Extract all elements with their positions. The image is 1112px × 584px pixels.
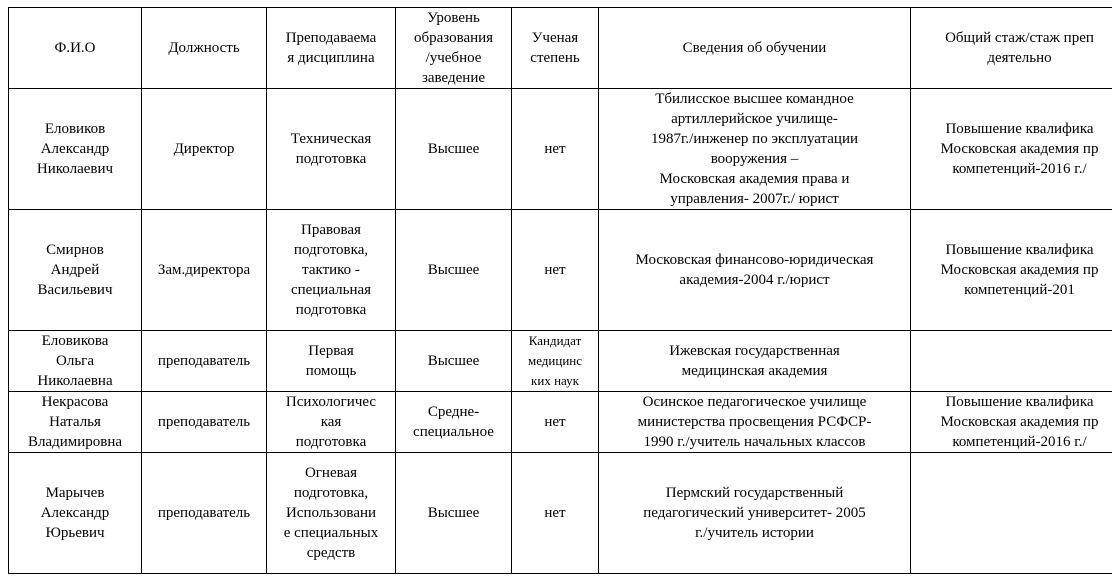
cell-training: Московская финансово-юридическая академия-2004 г./юрист bbox=[599, 210, 911, 331]
cell-discipline: Правовая подготовка, тактико - специальная подготовка bbox=[267, 210, 396, 331]
cell-full-name: Еловиков Александр Николаевич bbox=[9, 89, 142, 210]
header-position: Должность bbox=[142, 8, 267, 89]
table-row bbox=[9, 89, 1112, 210]
header-discipline: Преподаваема я дисциплина bbox=[267, 8, 396, 89]
cell-full-name: Некрасова Наталья Владимировна bbox=[9, 392, 142, 453]
cell-position: преподаватель bbox=[142, 392, 267, 453]
cell-discipline: Техническая подготовка bbox=[267, 89, 396, 210]
cell-training: Ижевская государственная медицинская академия bbox=[599, 331, 911, 392]
cell-education: Высшее bbox=[396, 453, 512, 574]
cell-degree: нет bbox=[512, 210, 599, 331]
cell-degree: нет bbox=[512, 392, 599, 453]
header-education-level: Уровень образования /учебное заведение bbox=[396, 8, 512, 89]
header-full-name: Ф.И.О bbox=[9, 8, 142, 89]
cell-training: Осинское педагогическое училище министерства просвещения РСФСР- 1990 г./учитель начальных классов bbox=[599, 392, 911, 453]
cell-discipline: Первая помощь bbox=[267, 331, 396, 392]
cell-experience bbox=[911, 331, 1112, 392]
cell-education: Высшее bbox=[396, 331, 512, 392]
cell-full-name: Марычев Александр Юрьевич bbox=[9, 453, 142, 574]
cell-experience: Повышение квалифика Московская академия пр компетенций-2016 г./ bbox=[911, 392, 1112, 453]
cell-experience bbox=[911, 453, 1112, 574]
staff-table bbox=[8, 7, 1112, 574]
cell-position: Директор bbox=[142, 89, 267, 210]
table-header-row bbox=[9, 8, 1112, 89]
cell-position: преподаватель bbox=[142, 331, 267, 392]
cell-education: Высшее bbox=[396, 89, 512, 210]
cell-experience: Повышение квалифика Московская академия пр компетенций-201 bbox=[911, 210, 1112, 331]
table-row bbox=[9, 331, 1112, 392]
header-experience: Общий стаж/стаж преп деятельно bbox=[911, 8, 1112, 89]
cell-position: преподаватель bbox=[142, 453, 267, 574]
cell-discipline: Огневая подготовка, Использовани е специальных средств bbox=[267, 453, 396, 574]
cell-degree: нет bbox=[512, 453, 599, 574]
table-row bbox=[9, 392, 1112, 453]
cell-full-name: Еловикова Ольга Николаевна bbox=[9, 331, 142, 392]
cell-experience: Повышение квалифика Московская академия пр компетенций-2016 г./ bbox=[911, 89, 1112, 210]
cell-full-name: Смирнов Андрей Васильевич bbox=[9, 210, 142, 331]
cell-position: Зам.директора bbox=[142, 210, 267, 331]
header-academic-degree: Ученая степень bbox=[512, 8, 599, 89]
table-row bbox=[9, 453, 1112, 574]
cell-education: Средне- специальное bbox=[396, 392, 512, 453]
cell-degree: Кандидат медицинс ких наук bbox=[512, 331, 599, 392]
header-training-info: Сведения об обучении bbox=[599, 8, 911, 89]
cell-training: Тбилисское высшее командное артиллерийское училище- 1987г./инженер по эксплуатации вооружения – Московская академия права и управления- 2007г./ юрист bbox=[599, 89, 911, 210]
cell-education: Высшее bbox=[396, 210, 512, 331]
cell-training: Пермский государственный педагогический университет- 2005 г./учитель истории bbox=[599, 453, 911, 574]
table-row bbox=[9, 210, 1112, 331]
cell-discipline: Психологичес кая подготовка bbox=[267, 392, 396, 453]
cell-degree: нет bbox=[512, 89, 599, 210]
